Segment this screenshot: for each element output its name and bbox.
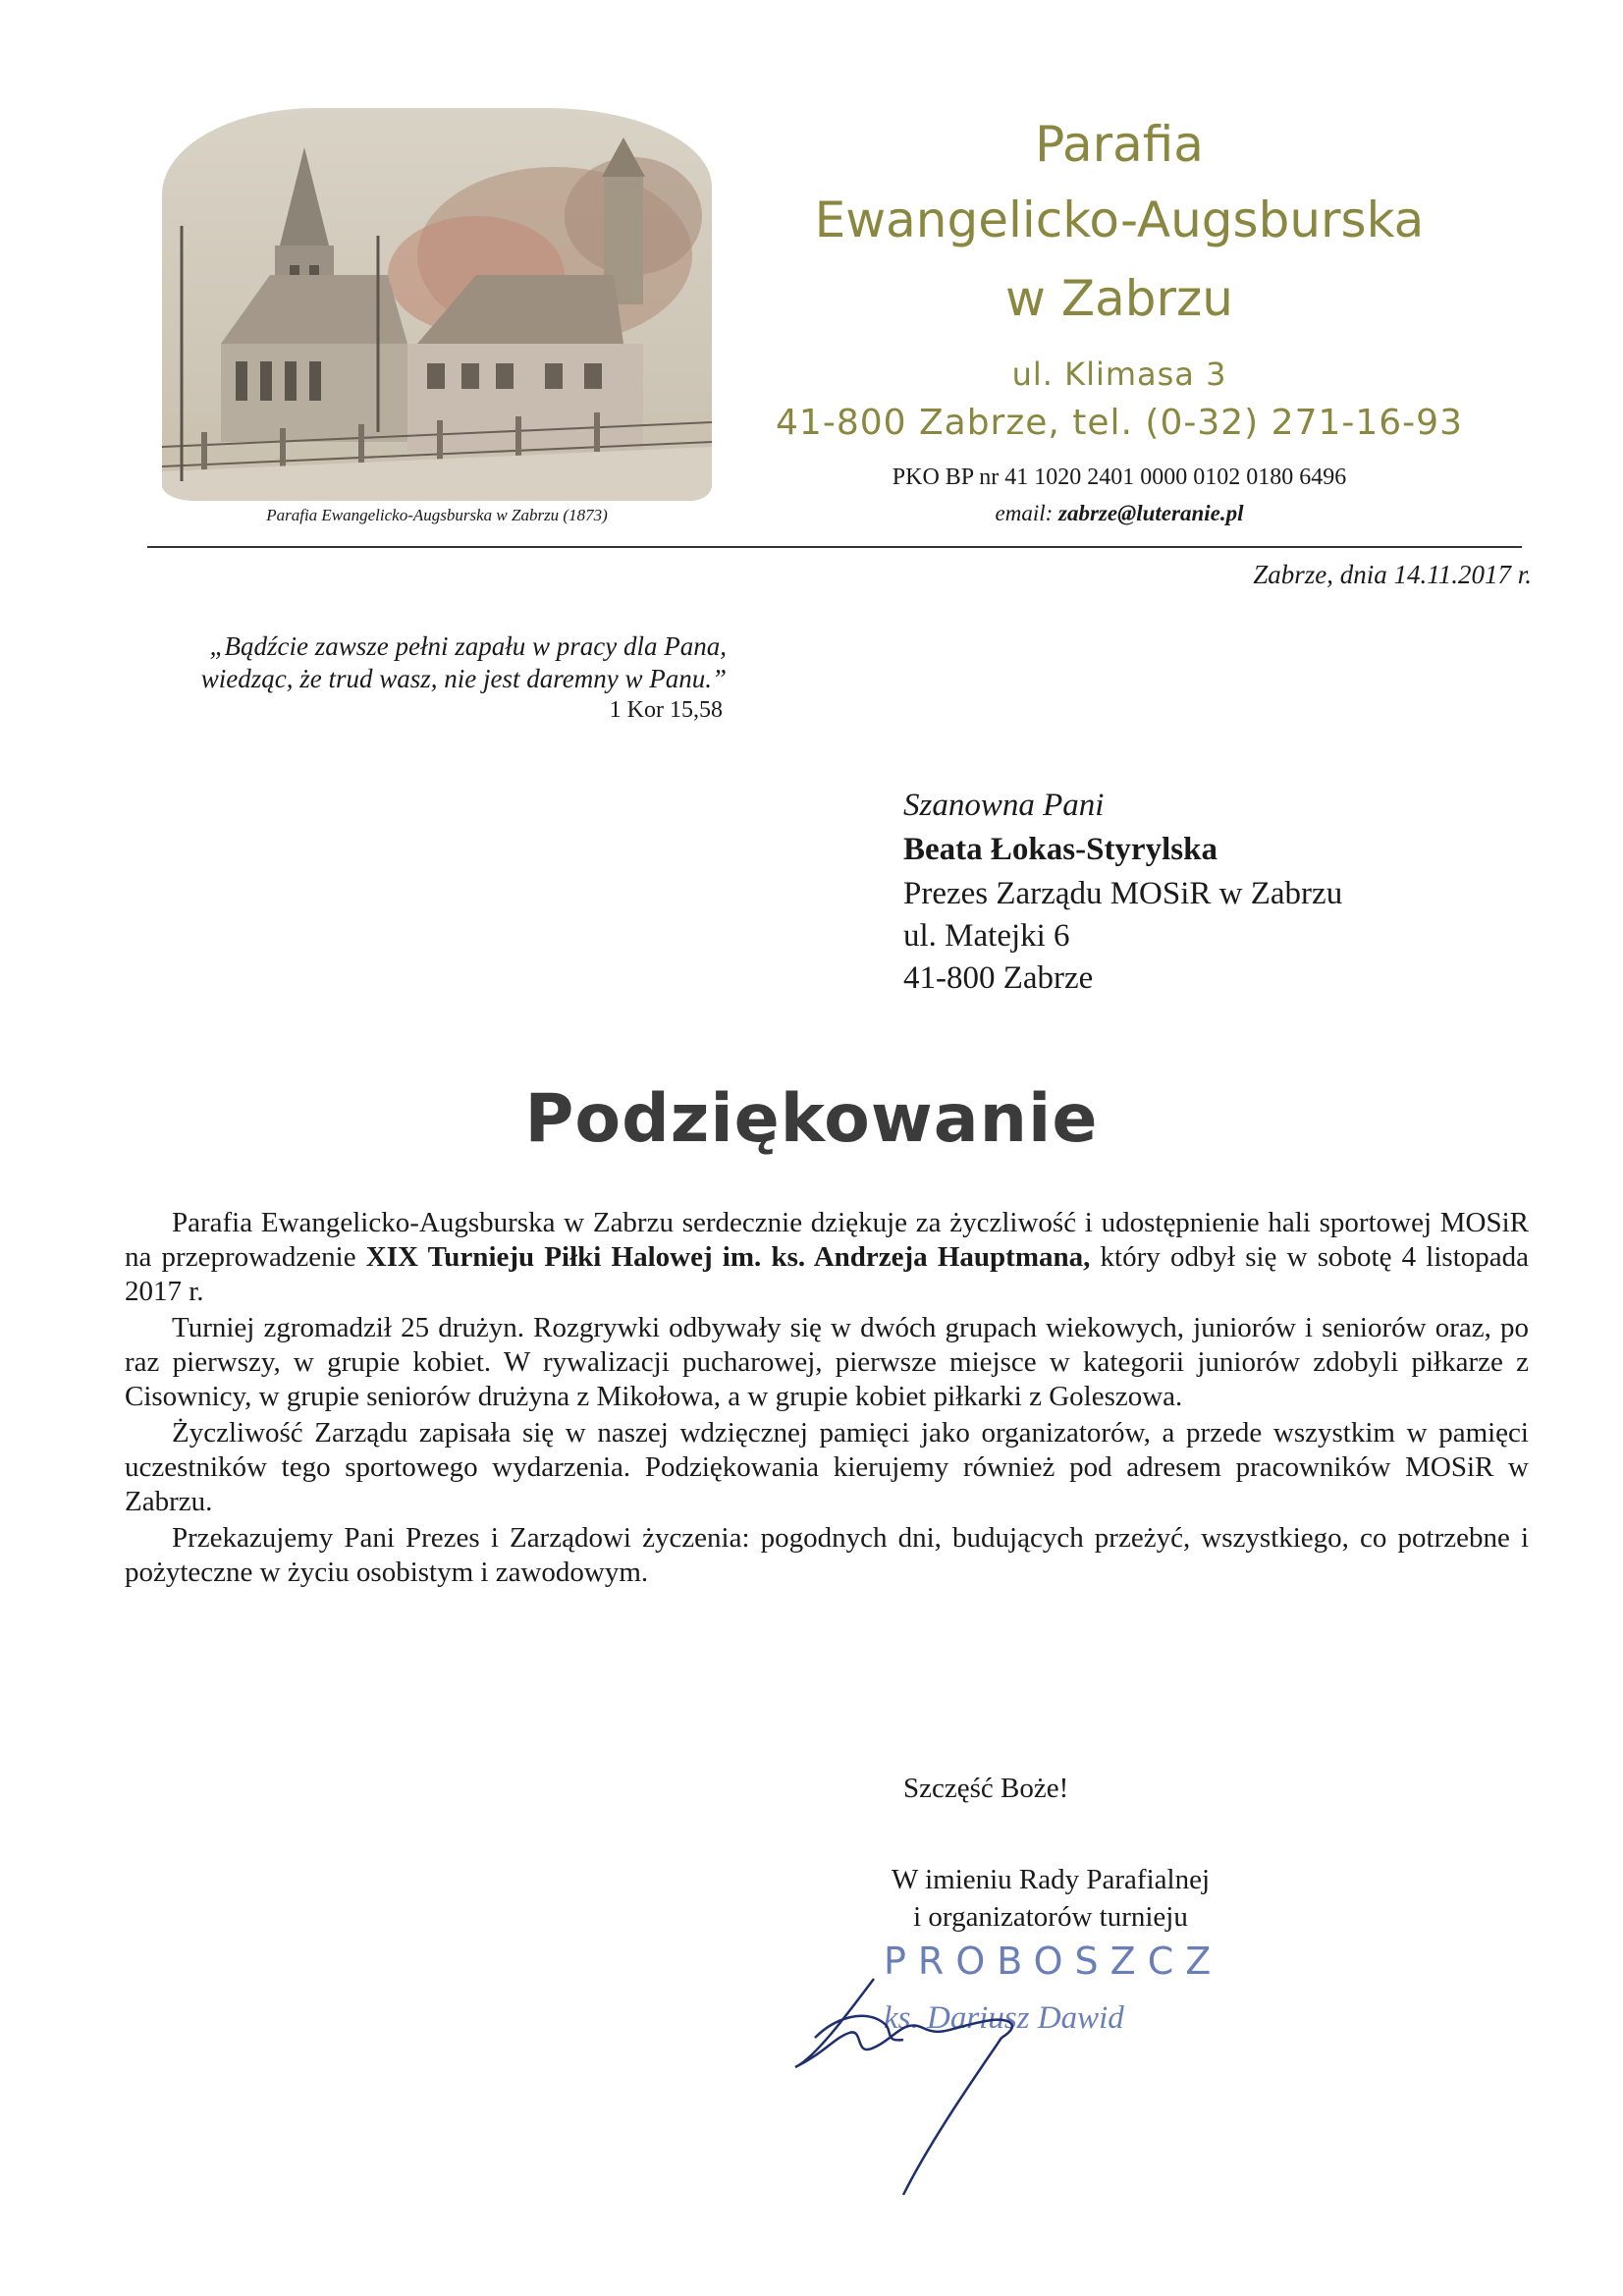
closing-line1: W imieniu Rady Parafialnej (891, 1864, 1210, 1895)
closing-line2: i organizatorów turnieju (913, 1901, 1188, 1933)
letter-body (125, 1206, 1529, 1592)
tournament-name: XIX Turnieju Piłki Halowej im. ks. Andrzeja Hauptmana, (365, 1241, 1091, 1273)
email-address: zabrze@luteranie.pl (1058, 501, 1244, 525)
email-line (766, 501, 1473, 526)
recipient-position: Prezes Zarządu MOSiR w Zabrzu (903, 876, 1343, 911)
stamp-title: PROBOSZCZ (884, 1940, 1223, 1983)
letterhead-line3: w Zabrzu (1005, 270, 1233, 327)
body-paragraph-3: Życzliwość Zarządu zapisała się w naszej wdzięcznej pamięci jako organizatorów, a przede wszystkim w pamięci uczestników tego sportowego wydarzenia. Podziękowania kierujemy również pod adresem pracowników MOSiR w Zabrzu. (125, 1417, 1529, 1517)
body-p1-text-a: Parafia Ewangelicko-Augsburska w Zabrzu serdecznie dziękuje za życzliwość i udostępnienie hali sportowej MOSiR na przeprowadzenie (125, 1207, 1529, 1273)
body-paragraph-4: Przekazujemy Pani Prezes i Zarządowi życzenia: pogodnych dni, budujących przeżyć, wszystkiego, co potrzebne i pożyteczne w życiu osobistym i zawodowym. (125, 1522, 1529, 1588)
body-paragraph-1 (125, 1206, 1529, 1309)
body-p1-text-c: który odbył się w sobotę 4 listopada 2017 r. (125, 1241, 1530, 1307)
letterhead-address-street: ul. Klimasa 3 (1011, 355, 1227, 393)
recipient-salutation: Szanowna Pani (903, 788, 1105, 823)
closing-signoff (825, 1861, 1276, 1936)
letter-date: Zabrze, dnia 14.11.2017 r. (1253, 560, 1532, 589)
body-paragraph-2: Turniej zgromadził 25 drużyn. Rozgrywki odbywały się w dwóch grupach wiekowych, juniorów i seniorów oraz, po raz pierwszy, w grupie kobiet. W rywalizacji pucharowej, pierwsze miejsce w kategorii juniorów zdobyli piłkarze z Cisownicy, w grupie seniorów drużyna z Mikołowa, a w grupie kobiet piłkarki z Goleszowa. (125, 1312, 1529, 1412)
illustration-caption: Parafia Ewangelicko-Augsburska w Zabrzu (1873) (266, 506, 608, 524)
letterhead-line1: Parafia (1035, 116, 1204, 173)
recipient-street: ul. Matejki 6 (903, 918, 1070, 954)
church-drawing-svg (162, 108, 712, 501)
letter-title: Podziękowanie (524, 1080, 1099, 1158)
letterhead-line2: Ewangelicko-Augsburska (814, 191, 1425, 248)
bible-quote (98, 630, 727, 695)
email-label: email: (995, 501, 1054, 525)
recipient-city: 41-800 Zabrze (903, 960, 1094, 996)
handwritten-signature (756, 1949, 1168, 2205)
bank-account: PKO BP nr 41 1020 2401 0000 0102 0180 6496 (892, 465, 1347, 490)
letterhead-address-city-phone: 41-800 Zabrze, tel. (0-32) 271-16-93 (776, 403, 1463, 443)
quote-reference: 1 Kor 15,58 (609, 697, 723, 723)
closing-blessing: Szczęść Boże! (903, 1773, 1069, 1804)
recipient-name: Beata Łokas-Styrylska (903, 832, 1217, 867)
stamp-name: ks. Dariusz Dawid (884, 2000, 1124, 2036)
quote-line1: „Bądźcie zawsze pełni zapału w pracy dla Pana, (209, 631, 727, 661)
quote-line2: wiedząc, że trud wasz, nie jest daremny w Panu.” (200, 664, 727, 693)
header-divider (147, 546, 1522, 548)
church-illustration (162, 108, 712, 501)
